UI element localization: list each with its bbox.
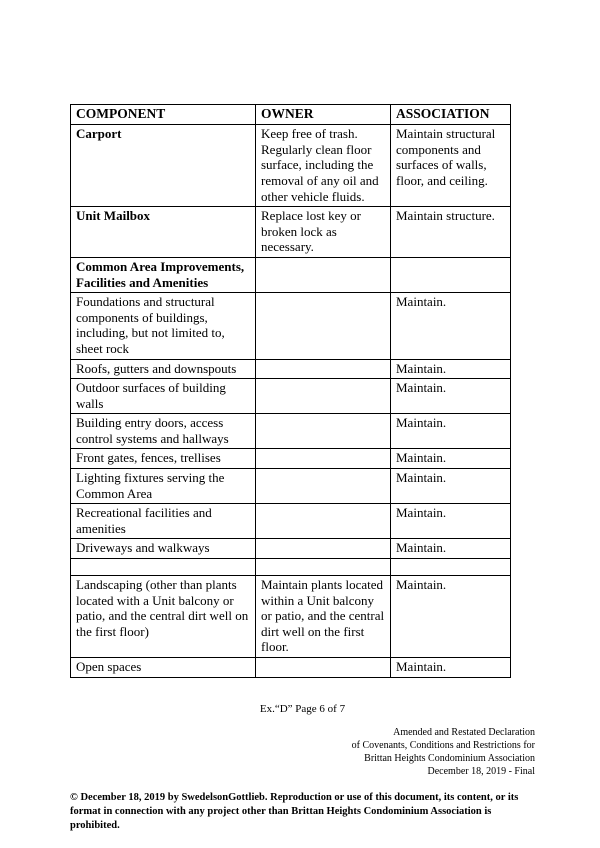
component-cell: Driveways and walkways [71, 539, 256, 559]
owner-cell [256, 414, 391, 449]
association-cell: Maintain. [391, 469, 511, 504]
component-cell: Open spaces [71, 658, 256, 678]
table-row [71, 359, 511, 379]
table-row [71, 559, 511, 576]
component-cell: Roofs, gutters and downspouts [71, 359, 256, 379]
owner-cell [256, 539, 391, 559]
component-cell: Foundations and structural components of buildings, including, but not limited to, sheet rock [71, 293, 256, 359]
association-cell: Maintain. [391, 658, 511, 678]
owner-cell: Replace lost key or broken lock as necessary. [256, 207, 391, 258]
association-cell: Maintain. [391, 293, 511, 359]
table-row [71, 504, 511, 539]
owner-cell: Maintain plants located within a Unit balcony or patio, and the central dirt well on the first floor. [256, 576, 391, 658]
document-reference [70, 726, 535, 778]
table-row [71, 658, 511, 678]
reference-line: Amended and Restated Declaration [393, 726, 535, 738]
component-cell: Lighting fixtures serving the Common Area [71, 469, 256, 504]
association-cell: Maintain structural components and surfaces of walls, floor, and ceiling. [391, 125, 511, 207]
table-row [71, 125, 511, 207]
association-cell: Maintain. [391, 449, 511, 469]
owner-cell [256, 379, 391, 414]
component-cell: Landscaping (other than plants located with a Unit balcony or patio, and the central dirt well on the first floor) [71, 576, 256, 658]
association-cell: Maintain. [391, 539, 511, 559]
header-association: ASSOCIATION [391, 105, 511, 125]
table-row [71, 449, 511, 469]
association-cell: Maintain. [391, 414, 511, 449]
header-component: COMPONENT [71, 105, 256, 125]
reference-line: Brittan Heights Condominium Association [364, 752, 535, 764]
reference-line: December 18, 2019 - Final [427, 765, 535, 777]
owner-cell [256, 504, 391, 539]
association-cell [391, 257, 511, 292]
owner-cell: Keep free of trash. Regularly clean floor surface, including the removal of any oil and other vehicle fluids. [256, 125, 391, 207]
table-row [71, 293, 511, 359]
table-row [71, 576, 511, 658]
reference-line: of Covenants, Conditions and Restrictions for [351, 739, 535, 751]
copyright-notice: © December 18, 2019 by SwedelsonGottlieb. Reproduction or use of this document, its content, or its format in connection with any project other than Brittan Heights Condominium Association is prohibited. [70, 791, 519, 831]
component-cell: Front gates, fences, trellises [71, 449, 256, 469]
association-cell: Maintain. [391, 359, 511, 379]
owner-cell [256, 293, 391, 359]
owner-cell [256, 257, 391, 292]
component-cell: Outdoor surfaces of building walls [71, 379, 256, 414]
association-cell: Maintain. [391, 504, 511, 539]
owner-cell [256, 559, 391, 576]
component-cell: Unit Mailbox [71, 207, 256, 258]
association-cell: Maintain. [391, 379, 511, 414]
association-cell: Maintain structure. [391, 207, 511, 258]
table-row [71, 379, 511, 414]
component-cell [71, 559, 256, 576]
table-row [71, 539, 511, 559]
table-row [71, 414, 511, 449]
owner-cell [256, 469, 391, 504]
table-row [71, 469, 511, 504]
component-cell: Building entry doors, access control systems and hallways [71, 414, 256, 449]
owner-cell [256, 449, 391, 469]
page-number: Ex.“D” Page 6 of 7 [259, 702, 346, 715]
component-cell: Common Area Improvements, Facilities and Amenities [71, 257, 256, 292]
component-cell: Recreational facilities and amenities [71, 504, 256, 539]
table-row [71, 257, 511, 292]
owner-cell [256, 658, 391, 678]
component-cell: Carport [71, 125, 256, 207]
table-header-row [71, 105, 511, 125]
association-cell [391, 559, 511, 576]
association-cell: Maintain. [391, 576, 511, 658]
table-body [71, 125, 511, 677]
owner-cell [256, 359, 391, 379]
table-row [71, 207, 511, 258]
header-owner: OWNER [256, 105, 391, 125]
responsibility-table [70, 104, 511, 678]
